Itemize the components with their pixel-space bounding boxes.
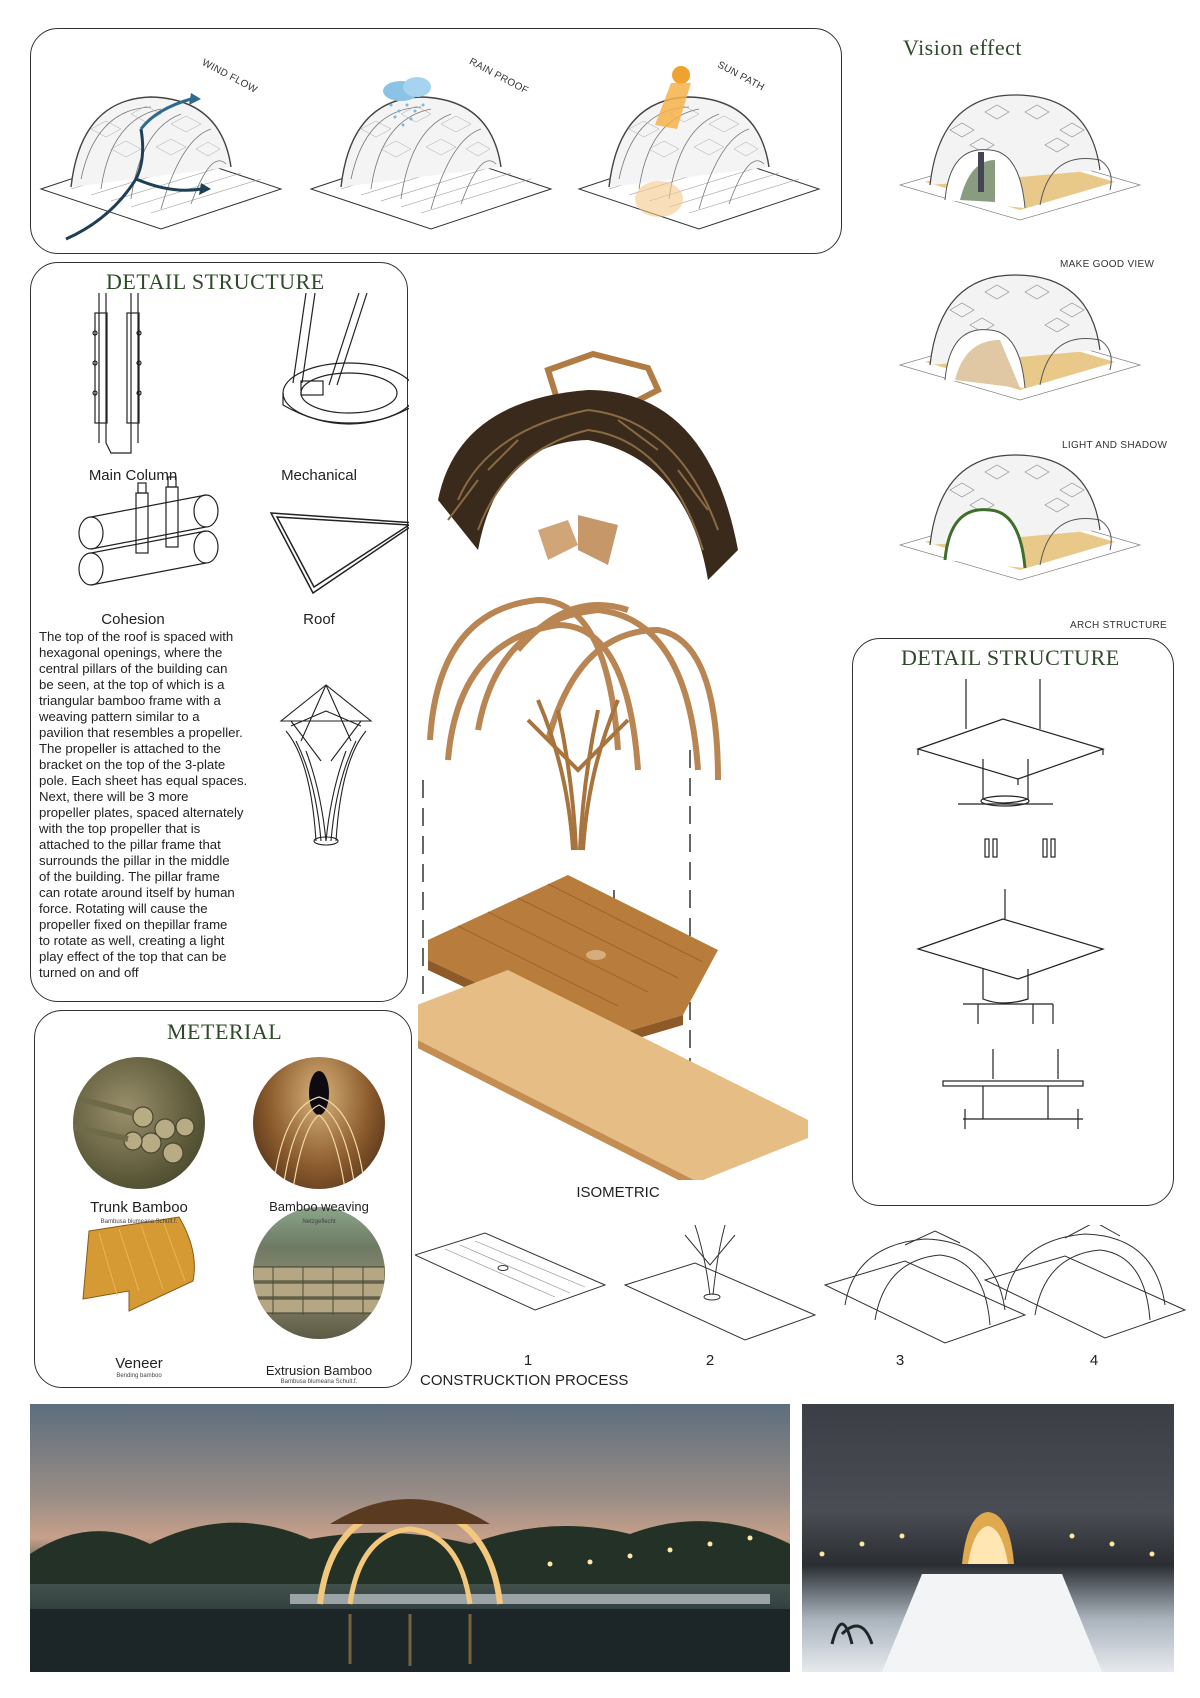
wind-flow-label: WIND FLOW: [199, 57, 260, 96]
woven-roof-shell: [438, 390, 738, 580]
make-good-view-caption: MAKE GOOD VIEW: [1060, 259, 1155, 270]
description-line: Next, there will be 3 more: [39, 789, 189, 804]
roof-label: Roof: [303, 611, 335, 628]
description-line: of the building. The pillar frame: [39, 869, 220, 884]
trunk-bamboo-image: [73, 1057, 205, 1189]
description-line: with the top propeller that is: [39, 821, 201, 836]
structure-description: [39, 629, 274, 981]
description-line: The top of the roof is spaced with: [39, 629, 234, 644]
description-line: propeller fixed on thepillar frame: [39, 917, 228, 932]
process-step-4-number: 4: [1089, 1352, 1099, 1369]
description-line: turned on and off: [39, 965, 139, 980]
bamboo-arch-frame: [430, 600, 718, 780]
veneer-sub: Bending bamboo: [116, 1373, 162, 1379]
process-step-2-number: 2: [705, 1352, 715, 1369]
description-line: play effect of the top that can be: [39, 949, 227, 964]
description-line: triangular bamboo frame with a: [39, 693, 221, 708]
process-step-3: [825, 1231, 1025, 1343]
main-column-label: Main Column: [88, 467, 178, 484]
process-step-1-number: 1: [523, 1352, 533, 1369]
light-and-shadow-caption: LIGHT AND SHADOW: [1062, 440, 1168, 451]
mechanical-drawing: [283, 293, 409, 424]
propeller-column-drawing: [271, 681, 381, 851]
vision-effect-diagrams: [895, 80, 1155, 680]
description-line: surrounds the pillar in the middle: [39, 853, 230, 868]
mechanical-label: Mechanical: [281, 467, 357, 484]
description-line: to rotate as well, creating a light: [39, 933, 225, 948]
joint-detail-panel: [852, 638, 1174, 1206]
sunset-render: [30, 1404, 790, 1672]
veneer-image: [69, 1211, 209, 1321]
snow-render-pavilion: [962, 1512, 1014, 1564]
description-line: hexagonal openings, where the: [39, 645, 223, 660]
extrusion-bamboo-sub: Bambusa blumeana Schult.f.: [280, 1379, 358, 1385]
trunk-bamboo-label: Trunk Bamboo: [90, 1199, 188, 1216]
arch-structure-diagram: [900, 455, 1140, 580]
detail-drawings: [31, 293, 409, 623]
climate-analysis-panel: [30, 28, 842, 254]
description-line: pole. Each sheet has equal spaces.: [39, 773, 248, 788]
extrusion-bamboo-label: Extrusion Bamboo: [265, 1363, 373, 1378]
description-line: central pillars of the building can: [39, 661, 228, 676]
make-good-view-diagram: [900, 95, 1140, 220]
joint-detail-drawings: [853, 679, 1175, 1199]
material-title: METERIAL: [167, 1019, 283, 1044]
light-and-shadow-diagram: [900, 275, 1140, 400]
bamboo-weaving-image: [253, 1057, 385, 1189]
process-step-4: [985, 1225, 1185, 1338]
description-line: weaving pattern similar to a: [39, 709, 200, 724]
cohesion-label: Cohesion: [101, 611, 165, 628]
snow-night-render: [802, 1404, 1174, 1672]
description-line: be seen, at the top of which is a: [39, 677, 225, 692]
material-panel: [34, 1010, 412, 1388]
detail-structure-title: DETAIL STRUCTURE: [106, 269, 325, 294]
isometric-label: ISOMETRIC: [576, 1184, 660, 1201]
sun-path-label: SUN PATH: [715, 59, 767, 94]
description-line: force. Rotating will cause the: [39, 901, 208, 916]
construction-process-title: CONSTRUCKTION PROCESS: [420, 1372, 629, 1389]
description-line: propeller plates, spaced alternately: [39, 805, 244, 820]
description-line: pavilion that resembles a propeller.: [39, 725, 243, 740]
extrusion-bamboo-image: [253, 1207, 385, 1339]
construction-process-drawings: [415, 1225, 1195, 1355]
description-line: The propeller is attached to the: [39, 741, 221, 756]
vision-effect-title: Vision effect: [903, 35, 1023, 60]
arch-structure-caption: ARCH STRUCTURE: [1070, 620, 1167, 631]
description-line: attached to the pillar frame that: [39, 837, 221, 852]
process-step-1: [415, 1233, 605, 1310]
bamboo-weaving-sub: Netzgeflecht: [302, 1219, 336, 1225]
rain-proof-label: RAIN PROOF: [467, 56, 530, 97]
main-column-drawing: [93, 293, 141, 453]
process-step-3-number: 3: [895, 1352, 905, 1369]
trunk-bamboo-sub: Bambusa blumeana Schult.f.: [100, 1219, 178, 1225]
cohesion-drawing: [79, 477, 218, 585]
process-step-2: [625, 1225, 815, 1340]
detail-structure-panel: [30, 262, 408, 1002]
bamboo-weaving-label: Bamboo weaving: [269, 1199, 369, 1214]
roof-drawing: [271, 513, 409, 593]
description-line: bracket on the top of the 3-plate: [39, 757, 226, 772]
rain-proof-diagram: [311, 77, 551, 229]
exploded-isometric-drawing: [418, 350, 808, 1180]
description-line: can rotate around itself by human: [39, 885, 235, 900]
joint-detail-title: DETAIL STRUCTURE: [901, 645, 1120, 670]
wind-flow-diagram: [41, 93, 281, 239]
sun-path-diagram: [579, 66, 819, 229]
veneer-label: Veneer: [115, 1355, 163, 1372]
